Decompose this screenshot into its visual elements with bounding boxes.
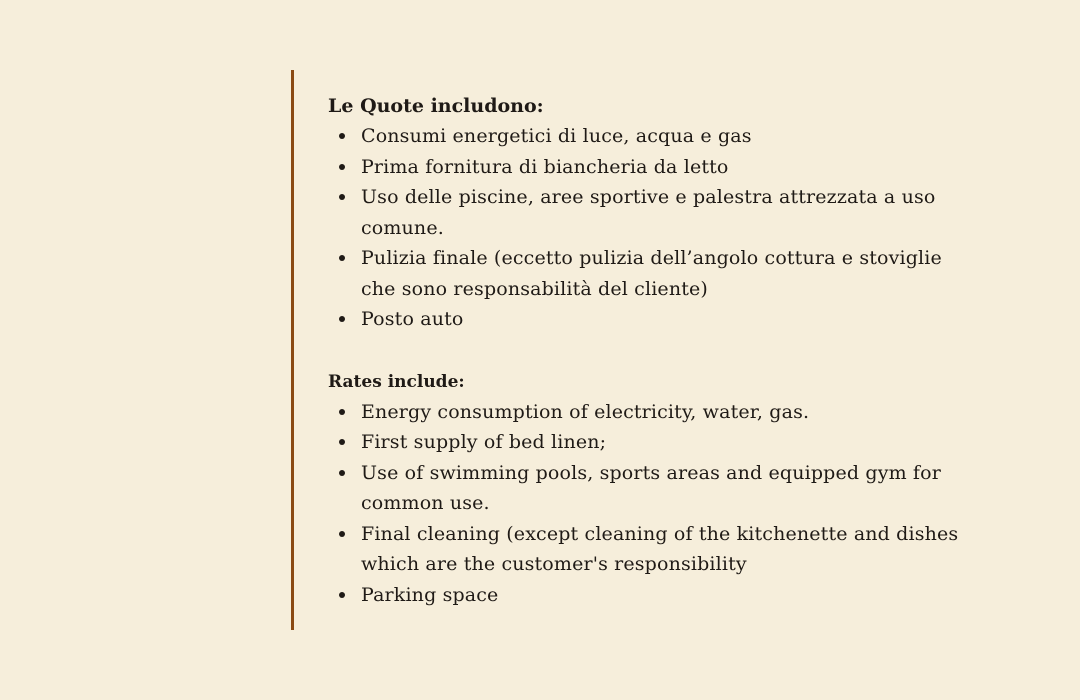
- list-item-text: Energy consumption of electricity, water, gas.: [361, 400, 810, 423]
- list-item: [328, 458, 968, 519]
- bullet-icon: [339, 316, 345, 322]
- italian-list: [328, 121, 968, 335]
- english-section: [328, 369, 968, 611]
- list-item-text: Posto auto: [361, 308, 464, 330]
- list-item: [328, 182, 968, 243]
- bullet-icon: [339, 409, 345, 415]
- italian-section: [328, 93, 968, 335]
- list-item: [328, 304, 968, 335]
- list-item: [328, 519, 968, 580]
- list-item-text: Use of swimming pools, sports areas and equipped gym for common use.: [361, 461, 941, 514]
- list-item-text: Prima fornitura di biancheria da letto: [361, 155, 729, 178]
- accent-rule: [291, 70, 294, 630]
- bullet-icon: [339, 592, 345, 598]
- list-item-text: Final cleaning (except cleaning of the kitchenette and dishes which are the customer's responsibility: [361, 522, 959, 575]
- bullet-icon: [339, 133, 345, 139]
- list-item: [328, 243, 968, 304]
- list-item-text: Consumi energetici di luce, acqua e gas: [361, 125, 752, 147]
- list-item-text: Uso delle piscine, aree sportive e palestra attrezzata a uso comune.: [361, 186, 936, 239]
- italian-heading: Le Quote includono:: [328, 95, 544, 117]
- bullet-icon: [339, 255, 345, 261]
- bullet-icon: [339, 531, 345, 537]
- english-list: [328, 397, 968, 611]
- rates-content: [328, 93, 968, 610]
- list-item: [328, 427, 968, 458]
- list-item-text: Parking space: [361, 583, 499, 606]
- list-item-text: First supply of bed linen;: [361, 431, 607, 453]
- bullet-icon: [339, 164, 345, 170]
- list-item: [328, 580, 968, 611]
- english-heading: Rates include:: [328, 371, 465, 392]
- list-item-text: Pulizia finale (eccetto pulizia dell’angolo cottura e stoviglie che sono responsabilità del cliente): [361, 247, 942, 300]
- bullet-icon: [339, 439, 345, 445]
- list-item: [328, 152, 968, 183]
- list-item: [328, 397, 968, 428]
- list-item: [328, 121, 968, 152]
- bullet-icon: [339, 194, 345, 200]
- bullet-icon: [339, 470, 345, 476]
